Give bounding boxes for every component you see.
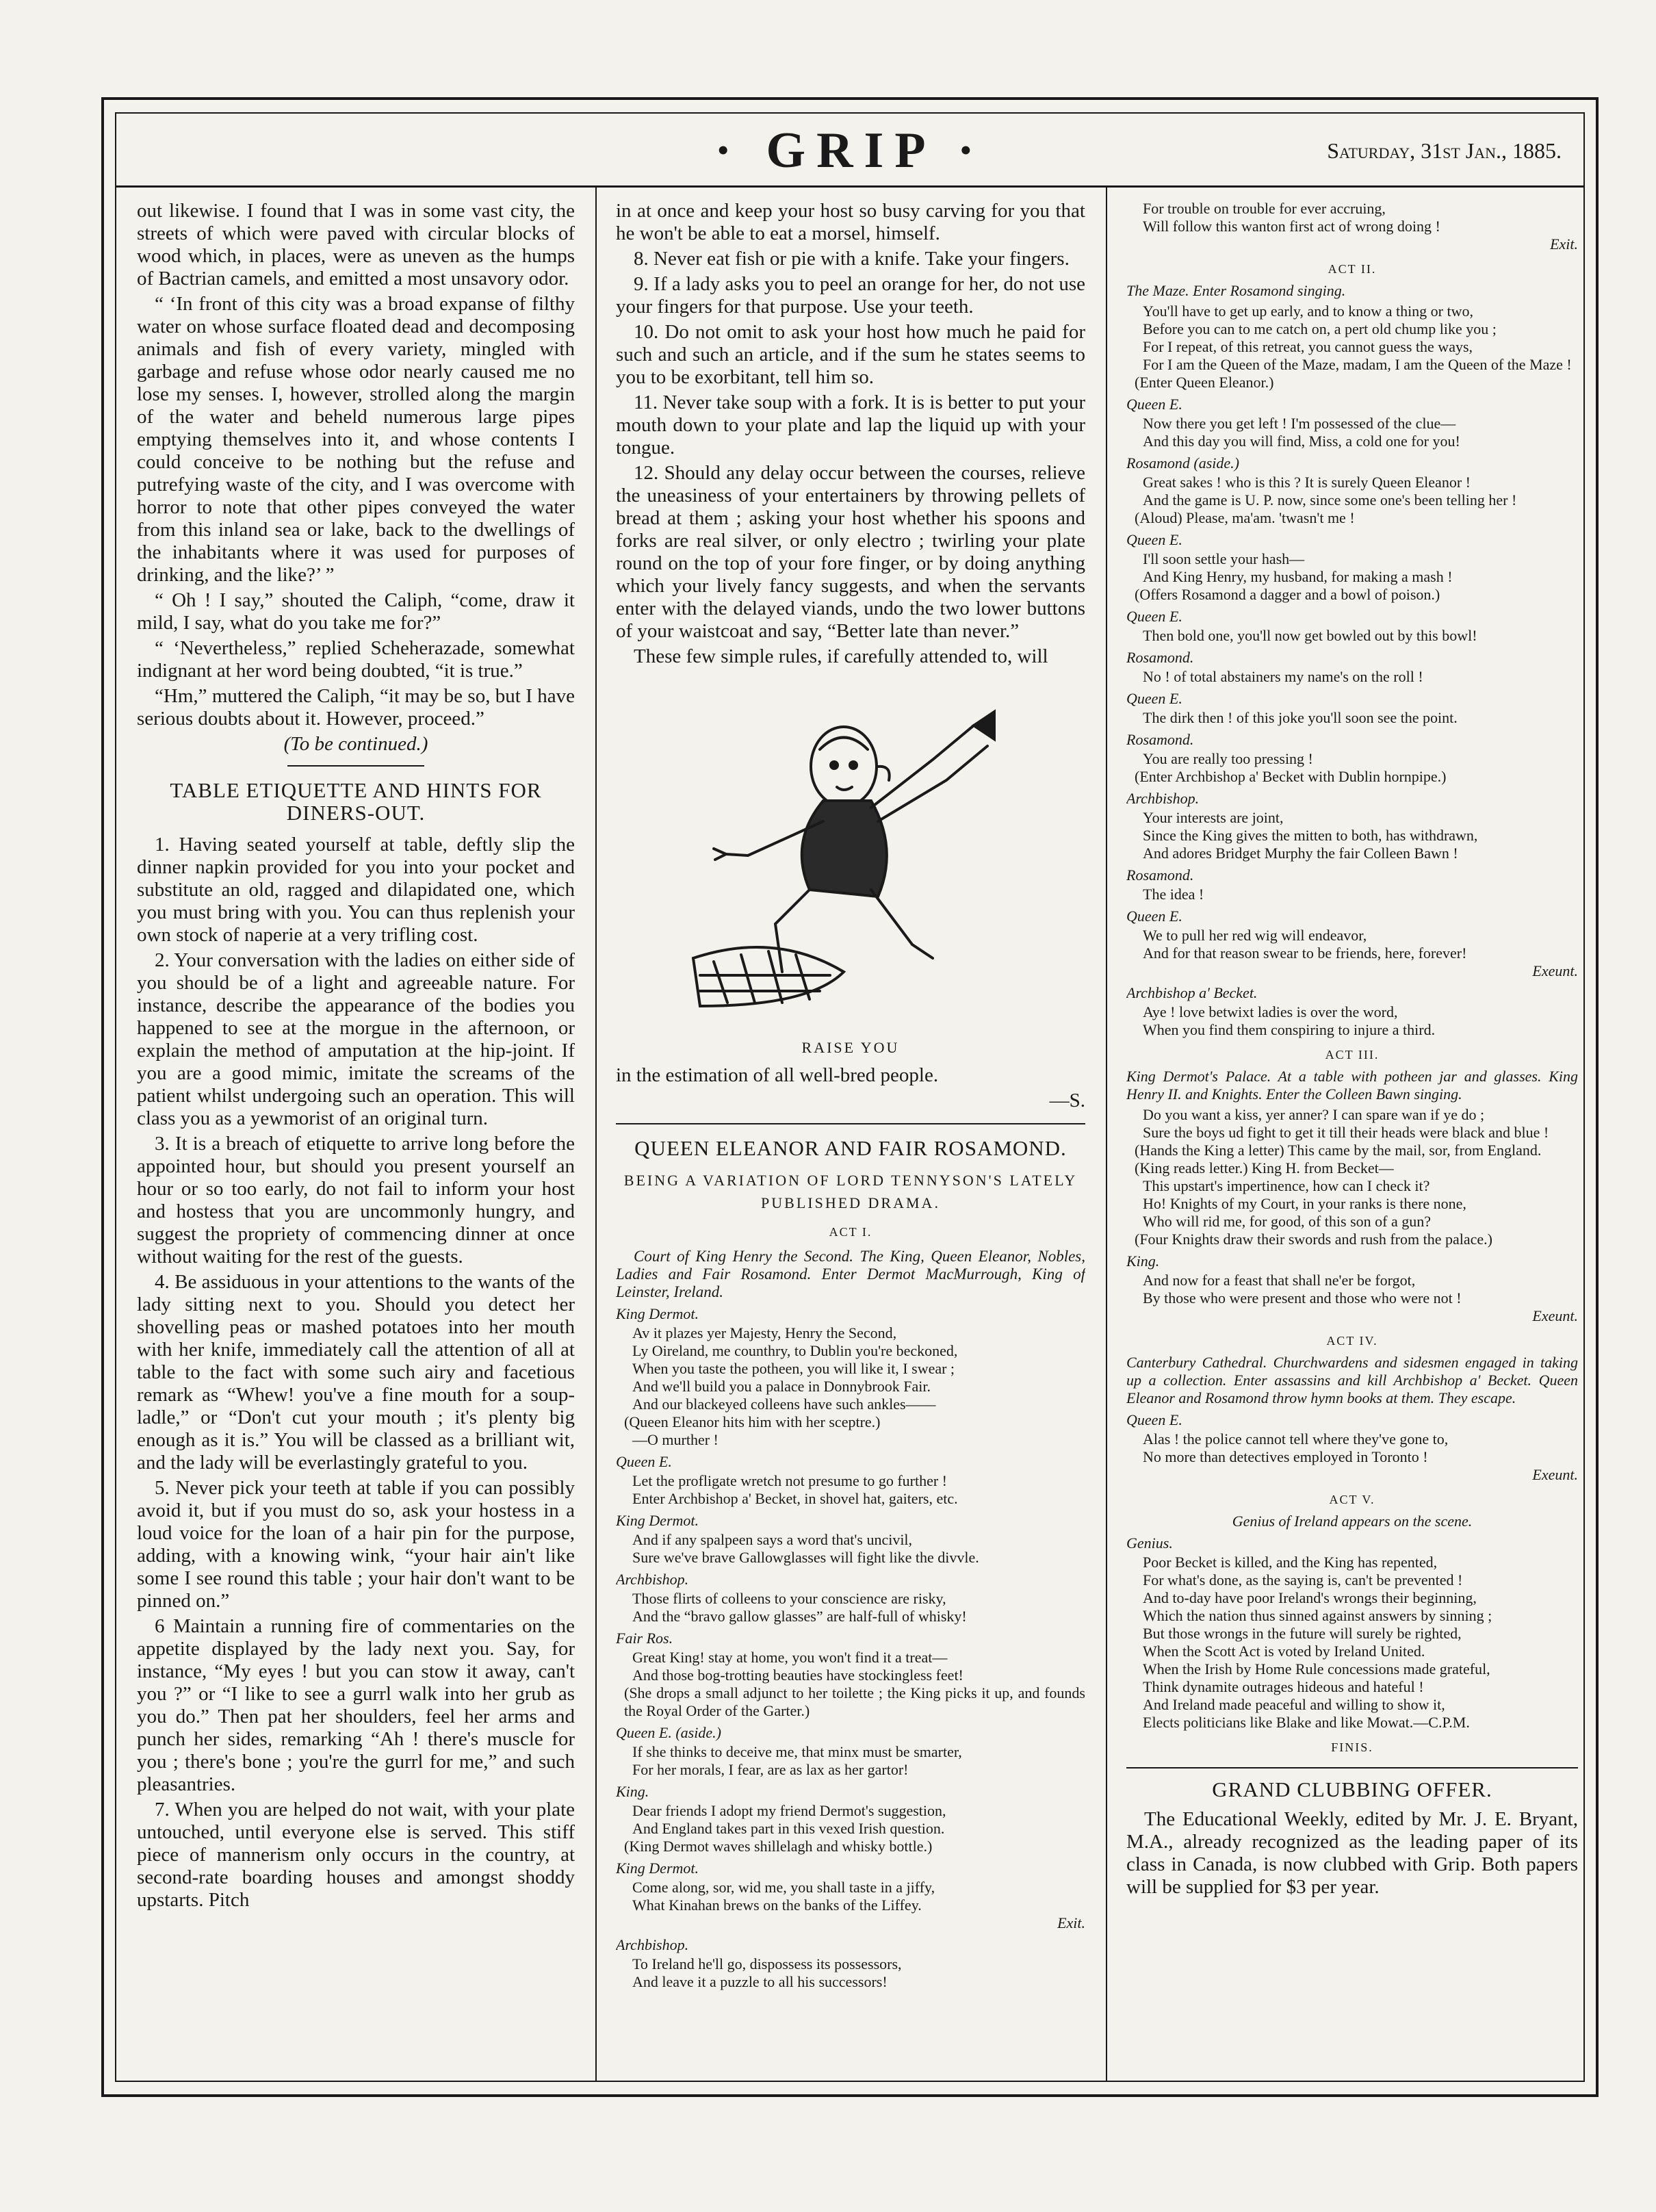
- verse-line: Dear friends I adopt my friend Dermot's suggestion,: [632, 1802, 946, 1819]
- speaker-name: Archbishop.: [616, 1571, 689, 1588]
- verse-line: (She drops a small adjunct to her toilette ; the King picks it up, and founds the Royal Order of the Garter.): [624, 1684, 1085, 1719]
- scene-direction: King Dermot's Palace. At a table with potheen jar and glasses. King Henry II. and Knights. Enter the Colleen Bawn singing.: [1126, 1068, 1578, 1103]
- kicked-diner-illustration: [673, 684, 1028, 1027]
- etiquette-rule: These few simple rules, if carefully attended to, will: [634, 645, 1048, 667]
- etiquette-rule: 2. Your conversation with the ladies on either side of you should be of a light and agreeable nature. For instance, describe the appearance of the bodies you happened to see at the morgue in the afternoon, or explain the method of amputation at the hip-joint. If you are a good mimic, imitate the screams of the patient whilst undergoing such an operation. This will class you as a yewmorist of an original turn.: [137, 949, 575, 1129]
- etiquette-rule: 11. Never take soup with a fork. It is is better to put your mouth down to your plate and lap the liquid up with your tongue.: [616, 391, 1085, 459]
- verse-line: When you find them conspiring to injure a third.: [1143, 1021, 1436, 1038]
- stage-exit: Exeunt.: [1532, 962, 1578, 979]
- verse-line: (Queen Eleanor hits him with her sceptre.): [624, 1413, 881, 1430]
- etiquette-rule: 1. Having seated yourself at table, deftly slip the dinner napkin provided for you into your pocket and substitute an old, ragged and dilapidated one, which you must bring with you. You can thus replenish your own stock of naperie at a very trifling cost.: [137, 834, 575, 946]
- verse-line: And to-day have poor Ireland's wrongs their beginning,: [1143, 1589, 1477, 1606]
- speaker-name: Queen E.: [1126, 608, 1182, 625]
- verse-line: Which the nation thus sinned against answers by sinning ;: [1143, 1607, 1492, 1624]
- verse-line: Sure we've brave Gallowglasses will fight like the divvle.: [632, 1549, 979, 1566]
- verse-line: For I am the Queen of the Maze, madam, I am the Queen of the Maze !: [1143, 356, 1572, 373]
- divider: [1126, 1767, 1578, 1769]
- verse-line: To Ireland he'll go, dispossess its possessors,: [632, 1955, 902, 1972]
- verse-line: For what's done, as the saying is, can't be prevented !: [1143, 1571, 1463, 1589]
- speaker-name: Rosamond.: [1126, 649, 1194, 666]
- etiquette-rule: 7. When you are helped do not wait, with your plate untouched, until everyone else is served. This stiff piece of mannerism only occurs in the country, at second-rate boarding houses and amongst shoddy upstarts. Pitch: [137, 1799, 575, 1911]
- verse-line: (Hands the King a letter) This came by the mail, sor, from England.: [1135, 1142, 1542, 1159]
- verse-line: Ly Oireland, me counthry, to Dublin you're beckoned,: [632, 1342, 958, 1359]
- etiquette-rule: 12. Should any delay occur between the courses, relieve the uneasiness of your entertainers by throwing pellets of bread at them ; asking your host whether his spoons and forks are real silver, or only electro ; twirling your plate round on the top of your fore finger, or by doing anything which your lively fancy suggests, and when the servants enter with the delayed viands, undo the two lower buttons of your waistcoat and say, “Better late than never.”: [616, 462, 1085, 642]
- verse-line: What Kinahan brews on the banks of the Liffey.: [632, 1896, 922, 1914]
- speaker-name: King.: [616, 1783, 649, 1800]
- speaker-name: Genius.: [1126, 1534, 1173, 1552]
- author-signoff: —S.: [1049, 1090, 1085, 1111]
- verse-line: No more than detectives employed in Toronto !: [1143, 1448, 1428, 1465]
- act-label: ACT IV.: [1326, 1334, 1378, 1348]
- column-2: [616, 200, 1085, 2075]
- verse-line: When the Irish by Home Rule concessions made grateful,: [1143, 1660, 1490, 1677]
- verse-line: I'll soon settle your hash—: [1143, 550, 1305, 567]
- speaker-name: Queen E. (aside.): [616, 1724, 721, 1741]
- verse-line: And we'll build you a palace in Donnybrook Fair.: [632, 1378, 931, 1395]
- verse-line: Let the profligate wretch not presume to go further !: [632, 1472, 948, 1489]
- verse-line: For her morals, I fear, are as lax as her gartor!: [632, 1761, 909, 1778]
- verse-line: But those wrongs in the future will surely be righted,: [1143, 1625, 1462, 1642]
- speaker-name: Archbishop.: [616, 1936, 689, 1953]
- verse-line: Now there you get left ! I'm possessed of the clue—: [1143, 415, 1456, 432]
- verse-line: (King reads letter.) King H. from Becket—: [1135, 1159, 1394, 1176]
- speaker-name: King Dermot.: [616, 1860, 699, 1877]
- act-3-lines: [1126, 1106, 1578, 1325]
- verse-line: Ho! Knights of my Court, in your ranks is there none,: [1143, 1195, 1466, 1212]
- speaker-name: Archbishop.: [1126, 790, 1200, 807]
- verse-line: Great sakes ! who is this ? It is surely Queen Eleanor !: [1143, 474, 1471, 491]
- speaker-name: Queen E.: [1126, 908, 1182, 925]
- stage-exit: Exit.: [1550, 235, 1578, 253]
- verse-line: By those who were present and those who were not !: [1143, 1289, 1462, 1307]
- divider: [616, 1123, 1085, 1124]
- verse-line: (Enter Queen Eleanor.): [1135, 374, 1274, 391]
- etiquette-rule: 6 Maintain a running fire of commentaries on the appetite displayed by the lady next you. Say, for instance, “My eyes ! but you can stow it away, can't you ?” or “I like to see a gurrl walk into her grub as you do.” Then pat her shoulders, feel her arms and punch her sides, remarking “Ah ! there's muscle for you ; there's bone ; you're the gurrl for me,” and such pleasantries.: [137, 1615, 575, 1795]
- act-label: ACT I.: [829, 1225, 872, 1239]
- verse-line: And England takes part in this vexed Irish question.: [632, 1820, 945, 1837]
- verse-line: Who will rid me, for good, of this son of a gun?: [1143, 1213, 1431, 1230]
- verse-line: Enter Archbishop a' Becket, in shovel hat, gaiters, etc.: [632, 1490, 958, 1507]
- story-paragraph: “ ‘In front of this city was a broad expanse of filthy water on whose surface floated dead and decomposing animals and fish of every variety, mingled with garbage and refuse whose odor nearly caused me no lose my senses. I, however, strolled along the margin of the water and beheld numerous large pipes emptying themselves into it, and whose contents I could conceive to be nothing but the refuse and putrefying waste of the city, and I was overcome with horror to note that other pipes conveyed the water from this inland sea or lake, back to the dwellings of the inhabitants where it was used for purposes of drinking, and the like?’ ”: [137, 293, 575, 586]
- stage-exit: Exeunt.: [1532, 1466, 1578, 1483]
- verse-line: Think dynamite outrages hideous and hateful !: [1143, 1678, 1424, 1695]
- verse-line: This upstart's impertinence, how can I check it?: [1143, 1177, 1430, 1194]
- speaker-name: King Dermot.: [616, 1305, 699, 1322]
- act-label: ACT II.: [1328, 262, 1377, 276]
- act-1-lines: [616, 1305, 1085, 1991]
- speaker-name: Fair Ros.: [616, 1630, 673, 1647]
- act-1-ending: [1126, 200, 1578, 253]
- story-paragraph: “Hm,” muttered the Caliph, “it may be so, but I have serious doubts about it. However, proceed.”: [137, 685, 575, 730]
- verse-line: (Four Knights draw their swords and rush from the palace.): [1135, 1231, 1492, 1248]
- verse-line: Alas ! the police cannot tell where they've gone to,: [1143, 1430, 1449, 1448]
- verse-line: And those bog-trotting beauties have stockingless feet!: [632, 1667, 963, 1684]
- stage-exit: Exit.: [1057, 1914, 1085, 1931]
- etiquette-rule: in at once and keep your host so busy carving for you that he won't be able to eat a morsel, himself.: [616, 200, 1085, 244]
- speaker-name: Queen E.: [1126, 396, 1182, 413]
- column-1: [137, 200, 575, 2075]
- etiquette-rule: 10. Do not omit to ask your host how much he paid for such and such an article, and if the sum he states seems to you to be exorbitant, tell him so.: [616, 321, 1085, 388]
- speaker-name: King Dermot.: [616, 1512, 699, 1529]
- scene-direction: Genius of Ireland appears on the scene.: [1232, 1513, 1473, 1530]
- verse-line: The idea !: [1143, 886, 1204, 903]
- clubbing-title: GRAND CLUBBING OFFER.: [1212, 1777, 1492, 1801]
- scene-direction: Court of King Henry the Second. The King, Queen Eleanor, Nobles, Ladies and Fair Rosamond. Enter Dermot MacMurrough, King of Leinster, Ireland.: [616, 1248, 1085, 1300]
- speaker-name: Rosamond (aside.): [1126, 454, 1239, 472]
- act-label: ACT III.: [1325, 1048, 1380, 1062]
- issue-date: Saturday, 31st Jan., 1885.: [1327, 138, 1562, 163]
- verse-line: (Enter Archbishop a' Becket with Dublin hornpipe.): [1135, 768, 1447, 785]
- verse-line: (Aloud) Please, ma'am. 'twasn't me !: [1135, 509, 1355, 526]
- speaker-name: Queen E.: [616, 1453, 672, 1470]
- speaker-name: Queen E.: [1126, 531, 1182, 548]
- speaker-name: Archbishop a' Becket.: [1126, 984, 1258, 1001]
- verse-line: Will follow this wanton first act of wrong doing !: [1143, 218, 1440, 235]
- verse-line: Those flirts of colleens to your conscience are risky,: [632, 1590, 946, 1607]
- verse-line: Before you can to me catch on, a pert old chump like you ;: [1143, 320, 1497, 337]
- story-paragraph: “ ‘Nevertheless,” replied Scheherazade, somewhat indignant at her word being doubted, “it is true.”: [137, 637, 575, 682]
- column-rule-1: [595, 188, 597, 2082]
- verse-line: And our blackeyed colleens have such ankles——: [632, 1396, 936, 1413]
- verse-line: Great King! stay at home, you won't find it a treat—: [632, 1649, 948, 1666]
- speaker-name: Queen E.: [1126, 690, 1182, 707]
- verse-line: Then bold one, you'll now get bowled out by this bowl!: [1143, 627, 1477, 644]
- verse-line: And adores Bridget Murphy the fair Colleen Bawn !: [1143, 845, 1458, 862]
- act-5-lines: [1126, 1534, 1578, 1732]
- etiquette-rule: 3. It is a breach of etiquette to arrive long before the appointed hour, but should you present yourself an hour or so too early, do not fail to inform your host and hostess that you are uncommonly hungry, and suggest the propriety of commencing dinner at once without waiting for the rest of the guests.: [137, 1133, 575, 1268]
- verse-line: And King Henry, my husband, for making a mash !: [1143, 568, 1453, 585]
- act-label: ACT V.: [1329, 1493, 1375, 1506]
- stage-exit: Exeunt.: [1532, 1307, 1578, 1324]
- speaker-name: Rosamond.: [1126, 866, 1194, 884]
- etiquette-rule: 9. If a lady asks you to peel an orange for her, do not use your fingers for that purpose. Use your teeth.: [616, 273, 1085, 318]
- scene-direction: The Maze. Enter Rosamond singing.: [1126, 282, 1346, 299]
- clubbing-offer: The Educational Weekly, edited by Mr. J. E. Bryant, M.A., already recognized as the leading paper of its class in Canada, is now clubbed with Grip. Both papers will be supplied for $3 per year.: [1126, 1808, 1578, 1898]
- verse-line: And the game is U. P. now, since some one's been telling her !: [1143, 491, 1517, 509]
- verse-line: Poor Becket is killed, and the King has repented,: [1143, 1554, 1438, 1571]
- verse-line: When the Scott Act is voted by Ireland United.: [1143, 1643, 1425, 1660]
- divider: [287, 765, 424, 767]
- story-paragraph: “ Oh ! I say,” shouted the Caliph, “come, draw it mild, I say, what do you take me for?”: [137, 589, 575, 634]
- verse-line: When you taste the potheen, you will like it, I swear ;: [632, 1360, 955, 1377]
- etiquette-rule: 5. Never pick your teeth at table if you can possibly avoid it, but if you must do so, ask your hostess in a loud voice for the loan of a hair pin for the purpose, adding, with a knowing wink, “your hair ain't like some I see round this table ; your hair don't want to be pinned on.”: [137, 1477, 575, 1612]
- column-rule-2: [1106, 188, 1107, 2082]
- verse-line: And leave it a puzzle to all his successors!: [632, 1973, 888, 1990]
- caption-continuation: in the estimation of all well-bred people.: [616, 1064, 939, 1086]
- verse-line: And now for a feast that shall ne'er be forgot,: [1143, 1272, 1416, 1289]
- drama-title: QUEEN ELEANOR AND FAIR ROSAMOND.: [634, 1136, 1067, 1160]
- speaker-name: Queen E.: [1126, 1411, 1182, 1428]
- verse-line: And if any spalpeen says a word that's uncivil,: [632, 1531, 913, 1548]
- verse-line: You are really too pressing !: [1143, 750, 1313, 767]
- masthead: [115, 112, 1585, 188]
- etiquette-rule: 4. Be assiduous in your attentions to the wants of the lady sitting next to you. Should you detect her shovelling peas or mashed potatoes into her mouth with her knife, immediately call the attention of all at table to the fact with some such airy and facetious remark as “Whew! you've a fine mouth for a soup-ladle,” or “Don't cut your mouth ; it's plenty big enough as it is.” You will be classed as a brilliant wit, and the lady will be everlastingly grateful to you.: [137, 1271, 575, 1474]
- speaker-name: Rosamond.: [1126, 731, 1194, 748]
- verse-line: If she thinks to deceive me, that minx must be smarter,: [632, 1743, 962, 1760]
- verse-line: And for that reason swear to be friends, here, forever!: [1143, 944, 1467, 962]
- etiquette-rule: 8. Never eat fish or pie with a knife. Take your fingers.: [634, 248, 1070, 270]
- verse-line: For I repeat, of this retreat, you cannot guess the ways,: [1143, 338, 1473, 355]
- etiquette-title: TABLE ETIQUETTE AND HINTS FOR DINERS-OUT.: [170, 778, 542, 825]
- verse-line: Av it plazes yer Majesty, Henry the Second,: [632, 1324, 897, 1341]
- scene-direction: Canterbury Cathedral. Churchwardens and sidesmen engaged in taking up a collection. Enter assassins and kill Archbishop a' Becket. Queen Eleanor and Rosamond throw hymn books at them. They escape.: [1126, 1354, 1578, 1406]
- verse-line: For trouble on trouble for ever accruing,: [1143, 200, 1386, 217]
- verse-line: The dirk then ! of this joke you'll soon see the point.: [1143, 709, 1458, 726]
- verse-line: And the “bravo gallow glasses” are half-full of whisky!: [632, 1608, 967, 1625]
- column-3: [1126, 200, 1578, 2075]
- verse-line: You'll have to get up early, and to know a thing or two,: [1143, 303, 1474, 320]
- act-4-lines: [1126, 1411, 1578, 1484]
- masthead-title: · GRIP ·: [714, 123, 985, 179]
- verse-line: Your interests are joint,: [1143, 809, 1284, 826]
- story-paragraph: out likewise. I found that I was in some vast city, the streets of which were paved with circular blocks of wood which, in places, were as uneven as the humps of Bactrian camels, and emitted a most unsavory odor.: [137, 200, 575, 290]
- verse-line: (Offers Rosamond a dagger and a bowl of poison.): [1135, 586, 1440, 603]
- verse-line: We to pull her red wig will endeavor,: [1143, 927, 1367, 944]
- act-2-lines: [1126, 303, 1578, 1039]
- verse-line: No ! of total abstainers my name's on the roll !: [1143, 668, 1423, 685]
- verse-line: Do you want a kiss, yer anner? I can spare wan if ye do ;: [1143, 1106, 1485, 1123]
- verse-line: And Ireland made peaceful and willing to show it,: [1143, 1696, 1445, 1713]
- verse-line: Come along, sor, wid me, you shall taste in a jiffy,: [632, 1879, 935, 1896]
- to-be-continued: (To be continued.): [283, 733, 428, 755]
- verse-line: (King Dermot waves shillelagh and whisky bottle.): [624, 1838, 933, 1855]
- finis-label: FINIS.: [1331, 1740, 1373, 1754]
- verse-line: Since the King gives the mitten to both, has withdrawn,: [1143, 827, 1478, 844]
- speaker-name: King.: [1126, 1252, 1160, 1270]
- verse-line: —O murther !: [632, 1431, 719, 1448]
- verse-line: Sure the boys ud fight to get it till their heads were black and blue !: [1143, 1124, 1549, 1141]
- verse-line: Aye ! love betwixt ladies is over the word,: [1143, 1003, 1398, 1020]
- drama-subtitle: BEING A VARIATION OF LORD TENNYSON'S LATELY PUBLISHED DRAMA.: [623, 1172, 1078, 1211]
- verse-line: Elects politicians like Blake and like Mowat.—C.P.M.: [1143, 1714, 1470, 1731]
- illustration-caption: RAISE YOU: [801, 1039, 900, 1056]
- verse-line: And this day you will find, Miss, a cold one for you!: [1143, 433, 1460, 450]
